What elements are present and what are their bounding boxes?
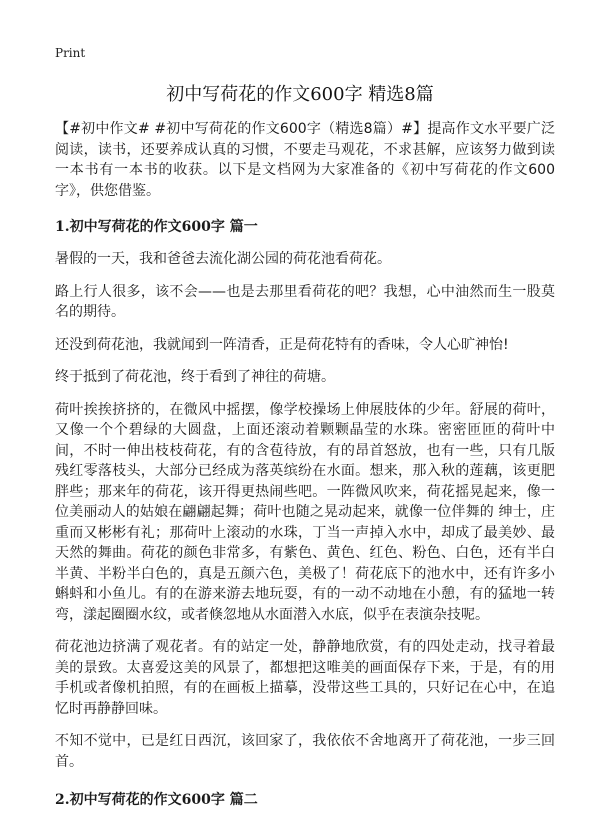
section-heading: 2.初中写荷花的作文600字 篇二 xyxy=(55,792,258,808)
paragraph: 终于抵到了荷花池，终于看到了神往的荷塘。 xyxy=(55,369,335,385)
intro-paragraph: 【#初中作文# #初中写荷花的作文600字（精选8篇）#】提高作文水平要广泛阅读，读书，还要养成认真的习惯，不要走马观花，不求甚解，应该努力做到读一本书有一本书的收获。以下是文档网为大家准备的《初中写荷花的作文600字》，供您借鉴。 xyxy=(55,121,555,199)
paragraph: 荷花池边挤满了观花者。有的站定一处，静静地欣赏，有的四处走动，找寻着最美的景致。太喜爱这美的风景了，都想把这唯美的画面保存下来，于是，有的用手机或者像机拍照，有的在画板上描摹，没带这些工具的，只好记在心中，在追忆时再静静回味。 xyxy=(55,639,555,717)
paragraph: 荷叶挨挨挤挤的，在微风中摇摆，像学校操场上伸展肢体的少年。舒展的荷叶，又像一个个碧绿的大圆盘，上面还滚动着颗颗晶莹的水珠。密密匝匝的荷叶中间，不时一伸出枝枝荷花，有的含苞待放，有的昂首怒放，也有一些，只有几版残红零落枝头，大部分已经成为落英缤纷在水面。想来，那入秋的莲藕，该更肥胖些；那来年的荷花，该开得更热闹些吧。一阵微风吹来，荷花摇晃起来，像一位美丽动人的姑娘在翩翩起舞；荷叶也随之晃动起来，就像一位伴舞的 绅士，庄重而又彬彬有礼；那荷叶上滚动的水珠，丁当一声掉入水中，却成了最美妙、最天然的舞曲。荷花的颜色非常多，有紫色、黄色、红色、粉色、白色，还有半白半黄、半粉半白色的，真是五颜六色，美极了！荷花底下的池水中，还有许多小蝌蚪和小鱼儿。有的在游来游去地玩耍，有的一动不动地在小憩，有的猛地一转弯，漾起圈圈水纹，或者倏忽地从水面潜入水底，似乎在表演杂技呢。 xyxy=(55,401,555,623)
paragraph: 暑假的一天，我和爸爸去流化湖公园的荷花池看荷花。 xyxy=(55,251,391,267)
paragraph: 路上行人很多，该不会——也是去那里看荷花的吧？我想，心中油然而生一股莫名的期待。 xyxy=(55,283,555,320)
print-label[interactable]: Print xyxy=(55,46,86,60)
paragraph: 还没到荷花池，我就闻到一阵清香，正是荷花特有的香味，令人心旷神怡! xyxy=(55,336,509,353)
paragraph: 不知不觉中，已是红日西沉，该回家了，我依依不舍地离开了荷花池，一步三回首。 xyxy=(55,733,555,770)
page-title: 初中写荷花的作文600字 精选8篇 xyxy=(166,84,434,105)
article-body xyxy=(55,119,555,822)
section-heading: 1.初中写荷花的作文600字 篇一 xyxy=(55,219,258,235)
